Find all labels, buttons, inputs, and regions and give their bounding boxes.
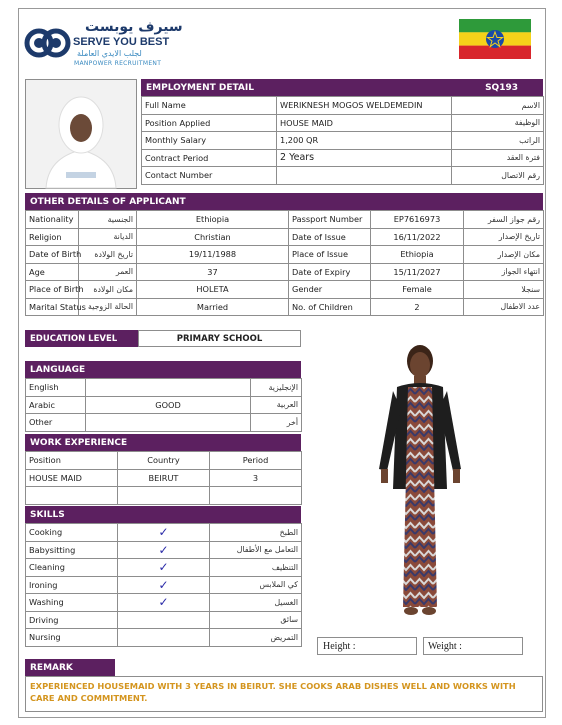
- skill-name-arabic: الغسيل: [210, 594, 302, 612]
- field-label: Contract Period: [142, 149, 277, 167]
- education-value: PRIMARY SCHOOL: [138, 330, 301, 347]
- field-label: Full Name: [142, 97, 277, 115]
- skill-name: Washing: [26, 594, 118, 612]
- table-row: [26, 469, 302, 487]
- language-level: [86, 379, 251, 397]
- employment-detail: [141, 79, 543, 185]
- language-section: [25, 361, 301, 432]
- field-label-arabic: الديانة: [79, 228, 137, 246]
- skill-check: ✓: [118, 524, 210, 542]
- other-details-header: OTHER DETAILS OF APPLICANT: [25, 193, 543, 210]
- skill-name-arabic: كي الملابس: [210, 576, 302, 594]
- field-label: Age: [26, 263, 79, 281]
- field-label: Place of Issue: [289, 246, 371, 264]
- field-value: HOLETA: [137, 281, 289, 299]
- column-header: Country: [118, 452, 210, 470]
- employment-header: [141, 79, 543, 96]
- table-row: [26, 263, 544, 281]
- field-value: WERIKNESH MOGOS WELDEMEDIN: [277, 97, 452, 115]
- skill-check: ✓: [118, 576, 210, 594]
- table-row: [26, 228, 544, 246]
- field-label: No. of Children: [289, 298, 371, 316]
- field-label-arabic: فترة العقد: [452, 149, 544, 167]
- table-row: [26, 396, 302, 414]
- language-level: [86, 414, 251, 432]
- field-value: Female: [371, 281, 464, 299]
- skill-name: Ironing: [26, 576, 118, 594]
- field-value: Ethiopia: [371, 246, 464, 264]
- work-country: [118, 487, 210, 505]
- field-label: Date of Expiry: [289, 263, 371, 281]
- skill-check: [118, 611, 210, 629]
- table-row: [142, 149, 544, 167]
- field-label-arabic: مكان الولادة: [79, 281, 137, 299]
- skill-name: Cooking: [26, 524, 118, 542]
- field-value: Ethiopia: [137, 211, 289, 229]
- work-experience-header: WORK EXPERIENCE: [25, 434, 301, 451]
- full-body-photo: [361, 339, 479, 629]
- language-name-arabic: العربية: [251, 396, 302, 414]
- field-label-arabic: تاريخ الولادة: [79, 246, 137, 264]
- skill-check: [118, 629, 210, 647]
- field-label-arabic: انتهاء الجواز: [464, 263, 544, 281]
- field-label-arabic: الراتب: [452, 132, 544, 150]
- field-label: Position Applied: [142, 114, 277, 132]
- field-value: 2: [371, 298, 464, 316]
- language-name-arabic: أخر: [251, 414, 302, 432]
- field-label: Date of Issue: [289, 228, 371, 246]
- field-label: Place of Birth: [26, 281, 79, 299]
- skill-name: Cleaning: [26, 559, 118, 577]
- skill-check: ✓: [118, 594, 210, 612]
- field-label-arabic: الحالة الزوجية: [79, 298, 137, 316]
- table-row: [26, 559, 302, 577]
- ethiopia-flag-icon: [459, 19, 531, 59]
- table-row: [26, 246, 544, 264]
- field-label: Nationality: [26, 211, 79, 229]
- employment-title: EMPLOYMENT DETAIL: [146, 82, 254, 93]
- skill-name-arabic: التمريض: [210, 629, 302, 647]
- language-name: English: [26, 379, 86, 397]
- table-row: [26, 379, 302, 397]
- skill-name-arabic: الطبخ: [210, 524, 302, 542]
- field-label-arabic: العمر: [79, 263, 137, 281]
- language-name-arabic: الإنجليزية: [251, 379, 302, 397]
- field-value: Christian: [137, 228, 289, 246]
- skill-name-arabic: التنظيف: [210, 559, 302, 577]
- field-value: [277, 167, 452, 185]
- table-row: [26, 594, 302, 612]
- language-table: [25, 378, 302, 432]
- table-row: [142, 114, 544, 132]
- work-experience-table: [25, 451, 302, 505]
- education-level: [25, 330, 301, 347]
- field-label: Passport Number: [289, 211, 371, 229]
- company-logo: [25, 19, 195, 65]
- field-value: 1,200 QR: [277, 132, 452, 150]
- table-row: [26, 281, 544, 299]
- field-label-arabic: مكان الإصدار: [464, 246, 544, 264]
- field-value: 37: [137, 263, 289, 281]
- remark-header: REMARK: [25, 659, 115, 676]
- field-label-arabic: الجنسية: [79, 211, 137, 229]
- field-label-arabic: تاريخ الإصدار: [464, 228, 544, 246]
- employment-code: SQ193: [485, 82, 518, 93]
- field-value: 19/11/1988: [137, 246, 289, 264]
- applicant-photo: [25, 79, 137, 189]
- language-header: LANGUAGE: [25, 361, 301, 378]
- remark-text: EXPERIENCED HOUSEMAID WITH 3 YEARS IN BEIRUT. SHE COOKS ARAB DISHES WELL AND WORKS WITH CARE AND COMMITMENT.: [25, 676, 543, 712]
- skills-section: [25, 506, 301, 647]
- table-row: [26, 414, 302, 432]
- weight-field: Weight :: [423, 637, 523, 655]
- logo-name: SERVE YOU BEST: [73, 36, 170, 48]
- remark-section: [25, 659, 543, 712]
- skill-check: ✓: [118, 559, 210, 577]
- field-label: Gender: [289, 281, 371, 299]
- table-row: [26, 629, 302, 647]
- skill-name: Driving: [26, 611, 118, 629]
- field-label: Date of Birth: [26, 246, 79, 264]
- table-row: [26, 524, 302, 542]
- work-position: [26, 487, 118, 505]
- field-label-arabic: الوظيفة: [452, 114, 544, 132]
- logo-arabic: سيرف يوبست: [85, 19, 183, 35]
- logo-mark-icon: [25, 23, 71, 63]
- language-name: Other: [26, 414, 86, 432]
- field-label: Marital Status: [26, 298, 79, 316]
- work-country: BEIRUT: [118, 469, 210, 487]
- table-row: [26, 541, 302, 559]
- field-label-arabic: رقم جواز السفر: [464, 211, 544, 229]
- table-row: [142, 167, 544, 185]
- field-label: Monthly Salary: [142, 132, 277, 150]
- field-label-arabic: الاسم: [452, 97, 544, 115]
- education-label: EDUCATION LEVEL: [25, 330, 138, 347]
- field-value: 15/11/2027: [371, 263, 464, 281]
- logo-sub: MANPOWER RECRUITMENT: [74, 60, 162, 67]
- skill-check: ✓: [118, 541, 210, 559]
- field-value: HOUSE MAID: [277, 114, 452, 132]
- skills-table: [25, 523, 302, 647]
- table-row: [26, 211, 544, 229]
- field-value: EP7616973: [371, 211, 464, 229]
- field-label: Religion: [26, 228, 79, 246]
- skill-name: Babysitting: [26, 541, 118, 559]
- skill-name-arabic: التعامل مع الأطفال: [210, 541, 302, 559]
- table-row: [26, 298, 544, 316]
- work-experience-section: [25, 434, 301, 505]
- height-field: Height :: [317, 637, 417, 655]
- work-position: HOUSE MAID: [26, 469, 118, 487]
- table-row: [26, 611, 302, 629]
- skill-name-arabic: سائق: [210, 611, 302, 629]
- work-period: 3: [210, 469, 302, 487]
- other-details-table: [25, 210, 544, 316]
- other-details: [25, 193, 543, 316]
- field-value: Married: [137, 298, 289, 316]
- column-header: Position: [26, 452, 118, 470]
- table-header-row: [26, 452, 302, 470]
- field-label: Contact Number: [142, 167, 277, 185]
- table-row: [26, 576, 302, 594]
- cv-page: [18, 8, 546, 718]
- field-label-arabic: سنجلا: [464, 281, 544, 299]
- height-weight: [317, 637, 523, 655]
- table-row: [142, 97, 544, 115]
- skills-header: SKILLS: [25, 506, 301, 523]
- logo-arabic-sub: لجلب الايدي العاملة: [77, 49, 142, 58]
- field-value: 16/11/2022: [371, 228, 464, 246]
- field-value: 2 Years: [277, 149, 452, 167]
- employment-table: [141, 96, 544, 185]
- language-level: GOOD: [86, 396, 251, 414]
- field-label-arabic: عدد الاطفال: [464, 298, 544, 316]
- table-row: [142, 132, 544, 150]
- table-row: [26, 487, 302, 505]
- field-label-arabic: رقم الاتصال: [452, 167, 544, 185]
- work-period: [210, 487, 302, 505]
- language-name: Arabic: [26, 396, 86, 414]
- skill-name: Nursing: [26, 629, 118, 647]
- column-header: Period: [210, 452, 302, 470]
